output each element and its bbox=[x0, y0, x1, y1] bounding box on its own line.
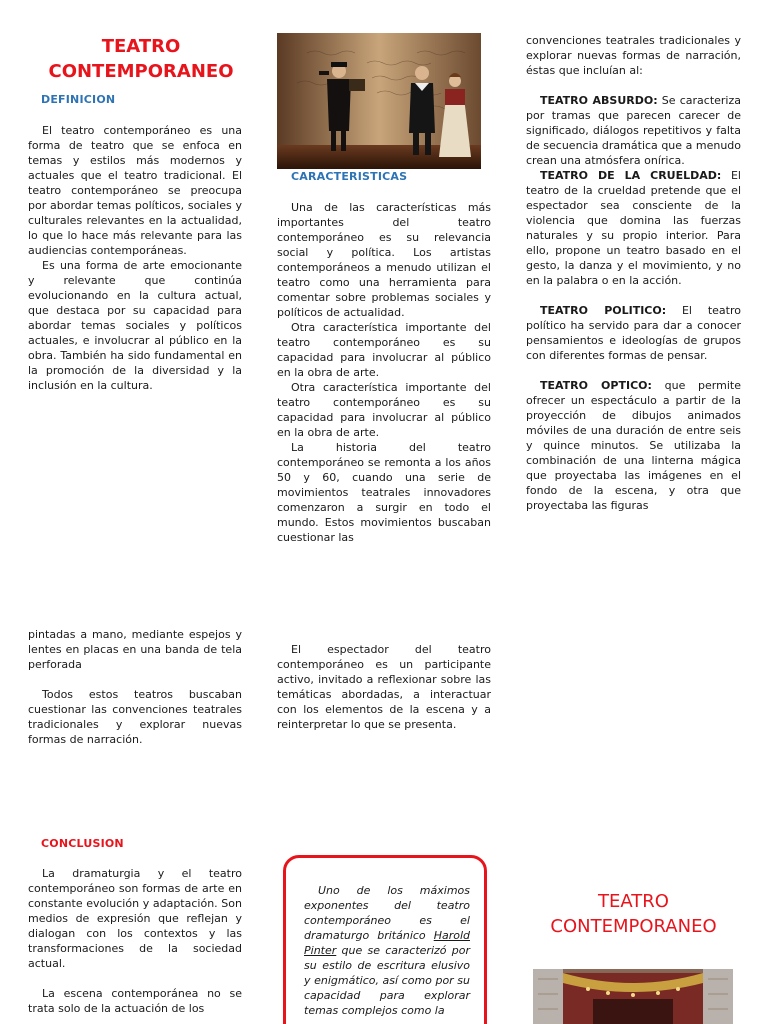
definicion-text bbox=[28, 123, 242, 393]
caracteristicas-paragraph-3: Otra característica importante del teatro contemporáneo es su capacidad para involucrar al público en la obra de arte. bbox=[277, 381, 491, 439]
teatro-politico-label: TEATRO POLITICO: bbox=[540, 304, 667, 317]
conclusion-paragraph-2: La escena contemporánea no se trata solo de la actuación de los bbox=[28, 987, 242, 1015]
definicion-heading: DEFINICION bbox=[41, 93, 116, 106]
teatro-politico-paragraph bbox=[526, 303, 741, 363]
conclusion-heading: CONCLUSION bbox=[41, 837, 124, 850]
teatro-types-text bbox=[526, 33, 741, 513]
caracteristicas-paragraph-1: Una de las características más importantes del teatro contemporáneo es su relevancia social y política. Los artistas contemporáneos a menudo utilizan el teatro como una herramienta para comentar sobre problemas sociales y políticos de actualidad. bbox=[277, 201, 491, 319]
cover-title-line-1: TEATRO bbox=[598, 891, 669, 912]
cover-title bbox=[526, 889, 741, 939]
conclusion-paragraph-1: La dramaturgia y el teatro contemporáneo son formas de arte en constante evolución y adaptación. Son medios de expresión que reflejan y dialogan con los contextos y las transformaciones de la sociedad actual. bbox=[28, 867, 242, 970]
caracteristicas-paragraph-4: La historia del teatro contemporáneo se remonta a los años 50 y 60, cuando una serie de movimientos teatrales innovadores comenzaron a surgir en todo el mundo. Estos movimientos buscaban cuestionar las bbox=[277, 441, 491, 544]
definicion-paragraph-1: El teatro contemporáneo es una forma de teatro que se enfoca en temas y estilos más modernos y actuales que el teatro tradicional. El teatro contemporáneo se preocupa por abordar temas políticos, sociales y culturales relevantes en la actualidad, lo que lo hace más relevante para las audiencias contemporáneas. bbox=[28, 124, 242, 257]
espectador-paragraph: El espectador del teatro contemporáneo es un participante activo, invitado a reflexionar sobre las temáticas abordadas, a interactuar con los elementos de la escena y a reinterpretar lo que se presenta. bbox=[277, 643, 491, 731]
harold-pinter-link[interactable]: Harold Pinter bbox=[304, 929, 470, 957]
stage-photo bbox=[277, 33, 481, 169]
quote-box bbox=[283, 855, 487, 1024]
teatro-absurdo-label: TEATRO ABSURDO: bbox=[540, 94, 658, 107]
teatro-crueldad-label: TEATRO DE LA CRUELDAD: bbox=[540, 169, 722, 182]
teatro-crueldad-text: El teatro de la crueldad pretende que el espectador sea consciente de la violencia que domina las fuerzas naturales y su propio interior. Para ello, propone un teatro basado en el gesto, la danza y el movimiento, y no en la palabra o en la acción. bbox=[526, 169, 741, 287]
definicion-paragraph-2: Es una forma de arte emocionante y relevante que continúa evolucionando en la cultura actual, que destaca por su capacidad para abordar temas sociales y políticos actuales, e involucrar al público en la obra. También ha sido fundamental en la promoción de la diversidad y la inclusión en la cultura. bbox=[28, 259, 242, 392]
stage-scene-illustration bbox=[277, 33, 481, 169]
title-line-1: TEATRO bbox=[101, 36, 181, 57]
quote-text bbox=[304, 883, 470, 1018]
teatro-optico-text: que permite ofrecer un espectáculo a partir de la proyección de dibujos animados móviles de una duración de entre seis y quince minutos. Se utilizaba la combinación de una linterna mágica que proyectaba las imágenes en el fondo de la escena, y otra que proyectaba las figuras bbox=[526, 379, 741, 512]
caracteristicas-heading: CARACTERISTICAS bbox=[291, 170, 408, 183]
teatros-continuation bbox=[28, 627, 242, 747]
optico-continuation-paragraph: pintadas a mano, mediante espejos y lentes en placas en una banda de tela perforada bbox=[28, 628, 242, 671]
theatre-interior-illustration bbox=[533, 969, 733, 1024]
caracteristicas-paragraph-2: Otra característica importante del teatro contemporáneo es su capacidad para involucrar al público en la obra de arte. bbox=[277, 321, 491, 379]
teatro-absurdo-paragraph bbox=[526, 93, 741, 168]
conclusion-text bbox=[28, 866, 242, 1024]
quote-before-text: Uno de los máximos exponentes del teatro contemporáneo es el dramaturgo británico bbox=[304, 884, 470, 942]
espectador-text bbox=[277, 642, 491, 732]
cover-title-line-2: CONTEMPORANEO bbox=[550, 916, 717, 937]
caracteristicas-text bbox=[277, 200, 491, 545]
quote-paragraph bbox=[304, 883, 470, 1018]
theatre-interior-photo bbox=[533, 969, 733, 1024]
teatro-politico-text: El teatro político ha servido para dar a conocer pensamientos e ideologías de grupos con diferentes formas de pensar. bbox=[526, 304, 741, 362]
title-line-2: CONTEMPORANEO bbox=[48, 61, 234, 82]
teatro-crueldad-paragraph bbox=[526, 168, 741, 288]
teatro-types-intro: convenciones teatrales tradicionales y explorar nuevas formas de narración, éstas que incluían al: bbox=[526, 34, 741, 77]
quote-after-text: que se caracterizó por su estilo de escritura elusivo y enigmático, así como por su capacidad para explorar temas complejos como la bbox=[304, 944, 470, 1017]
page-title bbox=[28, 34, 254, 84]
teatros-summary-paragraph: Todos estos teatros buscaban cuestionar las convenciones teatrales tradicionales y explorar nuevas formas de narración. bbox=[28, 688, 242, 746]
teatro-optico-label: TEATRO OPTICO: bbox=[540, 379, 652, 392]
teatro-absurdo-text: Se caracteriza por tramas que parecen carecer de significado, diálogos repetitivos y falta de secuencia dramática que a menudo crean una atmósfera onírica. bbox=[526, 94, 741, 167]
teatro-optico-paragraph bbox=[526, 378, 741, 513]
